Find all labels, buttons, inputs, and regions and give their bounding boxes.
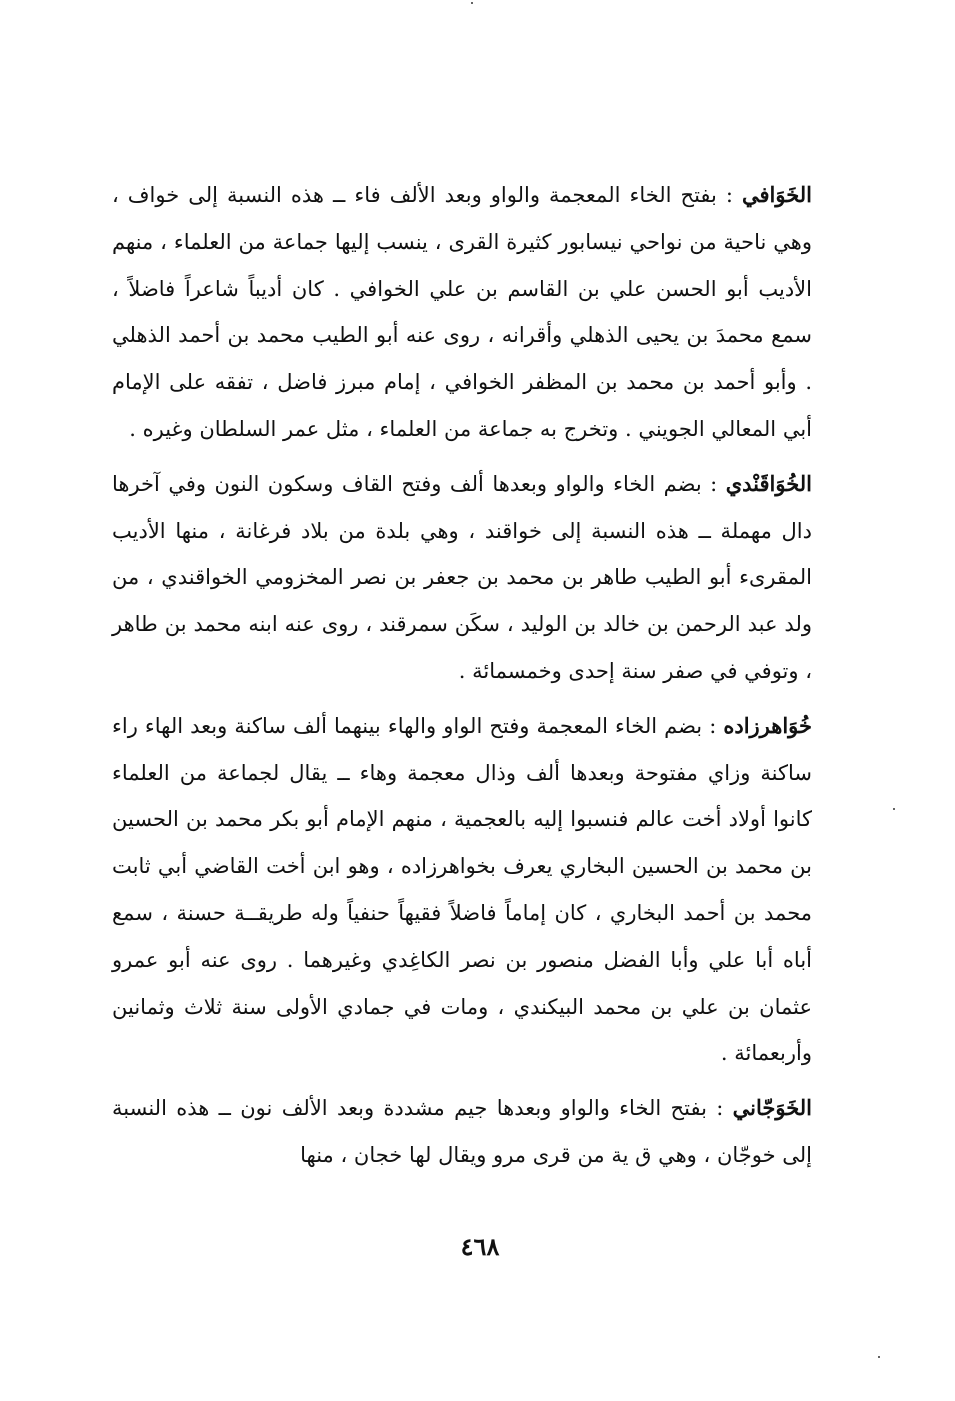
ink-speck xyxy=(893,808,895,810)
entry-khawafi xyxy=(112,172,812,453)
entry-text: : بضم الخاء والواو وبعدها ألف وفتح القاف وسكون النون وفي آخرها دال مهملة ــ هذه النسبة إلى خواقند ، وهي بلدة من بلاد فرغانة ، منها الأديب المقرىء أبو الطيب طاهر بن محمد بن جعفر بن نصر المخزومي الخواقندي ، من ولد عبد الرحمن بن خالد بن الوليد ، سكَن سمرقند ، روى عنه ابنه محمد بن طاهر ، وتوفي في صفر سنة إحدى وخمسمائة . xyxy=(112,471,812,683)
entry-text: : بفتح الخاء والواو وبعدها جيم مشددة وبعد الألف نون ــ هذه النسبة إلى خوجّان ، وهي ق ية من قرى مرو ويقال لها خجان ، منها xyxy=(112,1096,812,1167)
ink-speck xyxy=(878,1356,880,1358)
entry-text: : بفتح الخاء المعجمة والواو وبعد الألف فاء ــ هذه النسبة إلى خواف ، وهي ناحية من نواحي نيسابور كثيرة القرى ، ينسب إليها جماعة من العلماء ، منهم الأديب أبو الحسن علي بن القاسم بن علي الخوافي . كان أديباً شاعراً فاضلاً ، سمع محمدَ بن يحيى الذهلي وأقرانه ، روى عنه أبو الطيب محمد بن أحمد الذهلي . وأبو أحمد بن محمد بن المظفر الخوافي ، إمام مبرز فاضل ، تفقه على الإمام أبي المعالي الجويني . وتخرج به جماعة من العلماء ، مثل عمر السلطان وغيره . xyxy=(112,183,812,441)
entry-headword: الخَوَجّاني xyxy=(732,1095,812,1121)
entry-text: : بضم الخاء المعجمة وفتح الواو والهاء بينهما ألف ساكنة وبعد الهاء راء ساكنة وزاي مفتوحة وبعدها ألف وذال معجمة وهاء ــ يقال لجماعة من العلماء كانوا أولاد أخت عالم فنسبوا إليه بالعجمية ، منهم الإمام أبو بكر محمد بن الحسين بن محمد بن الحسين البخاري يعرف بخواهرزاده ، وهو ابن أخت القاضي أبي ثابت محمد بن أحمد البخاري ، كان إماماً فاضلاً فقيهاً حنفياً وله طريقــة حسنة ، سمع أباه أبا علي وأبا الفضل منصور بن نصر الكاغِدي وغيرهما . روى عنه أبو عمرو عثمان بن علي بن محمد البيكندي ، ومات في جمادي الأولى سنة ثلاث وثمانين وأربعمائة . xyxy=(112,713,812,1066)
dictionary-entries xyxy=(112,172,812,1187)
entry-headword: الخُوَاقَنْدي xyxy=(725,470,812,496)
ink-speck xyxy=(471,2,473,4)
page-number: ٤٦٨ xyxy=(460,1232,500,1261)
entry-khuwahirzadah xyxy=(112,703,812,1077)
entry-khuwaqandi xyxy=(112,461,812,695)
entry-headword: خُوَاهرزاده xyxy=(723,712,812,738)
entry-headword: الخَوَافي xyxy=(741,182,812,207)
entry-khawajjani xyxy=(112,1085,812,1179)
